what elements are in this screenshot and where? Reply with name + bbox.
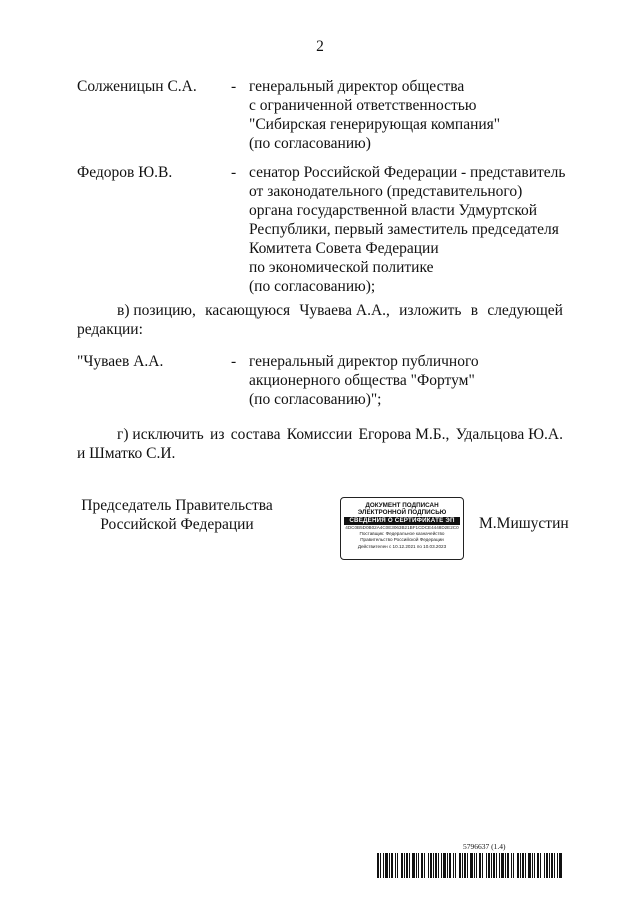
- barcode-bar: [385, 853, 388, 878]
- barcode-bar: [395, 853, 396, 878]
- barcode-image: [377, 853, 563, 878]
- paragraph-g-line2: и Шматко С.И.: [77, 445, 176, 462]
- word: изложить: [399, 302, 462, 319]
- barcode-bar: [389, 853, 390, 878]
- barcode-bar: [412, 853, 415, 878]
- barcode-bar: [507, 853, 509, 878]
- member-role-chuvaev: [249, 352, 479, 409]
- stamp-issuer-line2: Правительство Российской Федерации: [360, 537, 444, 543]
- barcode-bar: [453, 853, 454, 878]
- barcode-bar: [467, 853, 468, 878]
- barcode-bar: [424, 853, 425, 878]
- role-line: (по согласованию): [249, 135, 371, 152]
- barcode-bar: [520, 853, 521, 878]
- signer-title-line2: Российской Федерации: [100, 516, 254, 533]
- barcode-bar: [421, 853, 423, 878]
- barcode-bar: [528, 853, 531, 878]
- barcode-bar: [470, 853, 473, 878]
- barcode-bar: [449, 853, 451, 878]
- barcode-bar: [435, 853, 437, 878]
- word: г) исключить: [117, 426, 204, 443]
- role-line: органа государственной власти Удмуртской: [249, 202, 538, 219]
- barcode-bar: [551, 853, 553, 878]
- barcode-bar: [544, 853, 545, 878]
- role-line: по экономической политике: [249, 259, 434, 276]
- page-number: 2: [316, 38, 324, 55]
- role-line: генеральный директор публичного: [249, 353, 479, 370]
- paragraph-g-line1: [77, 425, 563, 444]
- stamp-title-line2: ЭЛЕКТРОННОЙ ПОДПИСЬЮ: [357, 509, 447, 516]
- paragraph-v-line2: редакции:: [77, 321, 143, 338]
- role-line: "Сибирская генерирующая компания": [249, 116, 501, 133]
- word: состава: [230, 426, 281, 443]
- barcode-bar: [496, 853, 497, 878]
- barcode-bar: [455, 853, 456, 878]
- word: в: [470, 302, 479, 319]
- paragraph-v: [77, 301, 563, 339]
- role-line: от законодательного (представительного): [249, 183, 523, 200]
- barcode-bar: [549, 853, 550, 878]
- member-name-solzhenitsyn: Солженицын С.А.: [77, 78, 197, 95]
- barcode-bar: [501, 853, 504, 878]
- barcode-bar: [517, 853, 519, 878]
- word: Чуваева А.А.,: [299, 302, 390, 319]
- stamp-validity: Действителен с 10.12.2021 по 10.03.2023: [357, 543, 447, 549]
- barcode-bar: [474, 853, 475, 878]
- barcode-bar: [488, 853, 490, 878]
- barcode-bar: [525, 853, 526, 878]
- barcode-bar: [464, 853, 466, 878]
- role-line: (по согласованию)";: [249, 391, 382, 408]
- role-line: генеральный директор общества: [249, 78, 465, 95]
- stamp-issuer-line1: Поставщик: Федеральное казначейство: [359, 531, 445, 537]
- barcode-bar: [441, 853, 442, 878]
- barcode-bar: [499, 853, 500, 878]
- barcode-bar: [428, 853, 429, 878]
- barcode-bar: [383, 853, 384, 878]
- barcode-bar: [534, 853, 535, 878]
- barcode-bar: [404, 853, 405, 878]
- barcode-bar: [479, 853, 481, 878]
- signer-name: М.Мишустин: [479, 515, 569, 532]
- barcode-bar: [513, 853, 514, 878]
- barcode-bar: [557, 853, 558, 878]
- word: в) позицию,: [117, 302, 196, 319]
- barcode-bar: [482, 853, 483, 878]
- signer-title-line1: Председатель Правительства: [81, 497, 273, 514]
- barcode-bar: [443, 853, 446, 878]
- member-role-fedorov: [249, 163, 565, 296]
- barcode-bar: [491, 853, 492, 878]
- member-name-fedorov: Федоров Ю.В.: [77, 164, 173, 181]
- barcode-bar: [430, 853, 432, 878]
- word: Егорова М.Б.,: [358, 426, 450, 443]
- barcode-bar: [505, 853, 506, 878]
- member-dash: -: [231, 78, 237, 95]
- barcode-bar: [433, 853, 434, 878]
- barcode-bar: [546, 853, 548, 878]
- role-line: с ограниченной ответственностью: [249, 97, 477, 114]
- word: касающуюся: [205, 302, 291, 319]
- role-line: акционерного общества "Фортум": [249, 372, 475, 389]
- word: из: [210, 426, 225, 443]
- stamp-serial: 4DC0B5D0B02A4C0E3063B21BF1CDCE4448D2E2C0: [345, 525, 459, 530]
- barcode-bar: [511, 853, 512, 878]
- barcode-bar: [559, 853, 562, 878]
- barcode-caption: 5796637 (1.4): [463, 842, 506, 851]
- barcode-bar: [459, 853, 461, 878]
- barcode-bar: [522, 853, 524, 878]
- member-dash: -: [231, 353, 237, 370]
- barcode-bar: [409, 853, 410, 878]
- role-line: Республики, первый заместитель председателя: [249, 221, 559, 238]
- barcode-bar: [401, 853, 403, 878]
- member-role-solzhenitsyn: [249, 77, 500, 153]
- barcode-bar: [537, 853, 539, 878]
- barcode-bar: [447, 853, 448, 878]
- barcode-bar: [406, 853, 408, 878]
- barcode-bar: [380, 853, 381, 878]
- barcode-bar: [532, 853, 533, 878]
- role-line: Комитета Совета Федерации: [249, 240, 439, 257]
- paragraph-v-line1: [77, 301, 563, 320]
- barcode-bar: [391, 853, 393, 878]
- member-name-chuvaev: "Чуваев А.А.: [77, 353, 164, 370]
- stamp-title-line1: ДОКУМЕНТ ПОДПИСАН: [365, 502, 439, 509]
- role-line: сенатор Российской Федерации - представитель: [249, 164, 566, 181]
- barcode-bar: [438, 853, 439, 878]
- role-line: (по согласованию);: [249, 278, 376, 295]
- barcode-bar: [540, 853, 541, 878]
- barcode-bar: [486, 853, 487, 878]
- electronic-signature-stamp: [340, 497, 464, 560]
- stamp-certificate-band: СВЕДЕНИЯ О СЕРТИФИКАТЕ ЭП: [344, 517, 460, 525]
- member-dash: -: [231, 164, 237, 181]
- word: следующей: [487, 302, 563, 319]
- word: Комиссии: [286, 426, 353, 443]
- word: Удальцова Ю.А.: [455, 426, 563, 443]
- barcode-bar: [397, 853, 398, 878]
- barcode-bar: [554, 853, 555, 878]
- barcode-bar: [493, 853, 495, 878]
- signer-title: [77, 496, 277, 534]
- barcode-bar: [462, 853, 463, 878]
- barcode-bar: [476, 853, 477, 878]
- barcode-bar: [416, 853, 417, 878]
- barcode-bar: [377, 853, 379, 878]
- barcode-bar: [418, 853, 419, 878]
- paragraph-g: [77, 425, 563, 463]
